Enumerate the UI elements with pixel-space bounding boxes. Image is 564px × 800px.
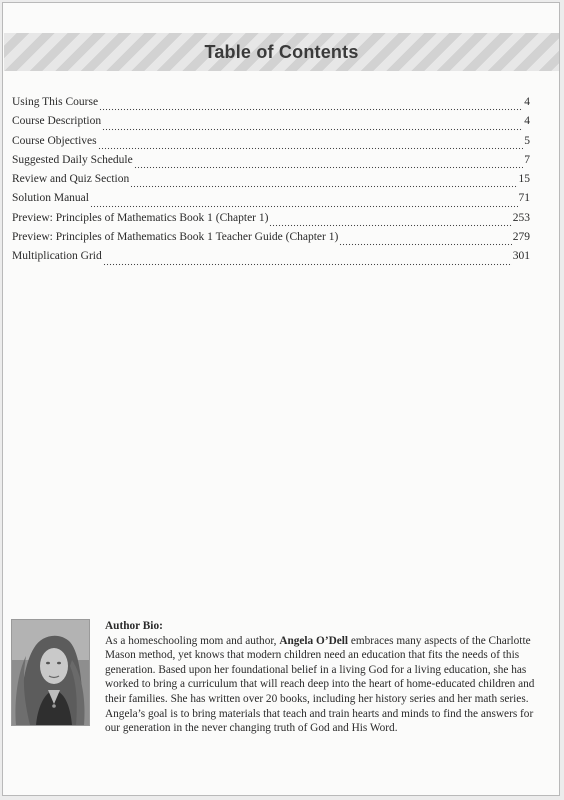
toc-entry: [12, 154, 530, 173]
toc-entry-title: Course Description: [12, 115, 102, 128]
document-page: [2, 2, 560, 796]
toc-entry: [12, 135, 530, 154]
toc-entry-title: Review and Quiz Section: [12, 173, 130, 186]
dot-leader: [90, 205, 518, 208]
dot-leader: [102, 128, 523, 131]
toc-entry-title: Solution Manual: [12, 192, 89, 205]
toc-entry-page: 5: [524, 134, 530, 147]
dot-leader: [103, 263, 512, 266]
dot-leader: [130, 185, 517, 188]
table-of-contents: [12, 96, 530, 270]
toc-entry-page: 279: [512, 231, 530, 244]
toc-entry-title: Preview: Principles of Mathematics Book 1 (Chapter 1): [12, 211, 269, 224]
toc-entry: [12, 173, 530, 192]
page-title: Table of Contents: [204, 42, 359, 62]
author-bio-text-before: As a homeschooling mom and author,: [105, 634, 280, 647]
author-name: Angela O’Dell: [279, 634, 349, 647]
toc-entry-page: 4: [524, 96, 530, 108]
dot-leader: [99, 108, 523, 111]
author-bio-text-after: embraces many aspects of the Charlotte Mason method, yet knows that modern children need an education that fits the needs of this generation. Based upon her foundational belief in a living God for a living education, she has worked to bring a curriculum that will reach deep into the heart of home-educated children and their families. She has written over 20 books, including her history series and her math series. Angela’s goal is to bring materials that teach and train hearts and minds to find the answers for our generation in the never changing truth of God and His Word.: [105, 634, 535, 735]
toc-entry-title: Multiplication Grid: [12, 250, 102, 263]
toc-entry-page: 301: [512, 250, 530, 263]
toc-entry-title: Using This Course: [12, 96, 99, 108]
author-portrait-image: [12, 620, 89, 725]
toc-entry-title: Suggested Daily Schedule: [12, 153, 133, 166]
toc-entry-page: 71: [518, 192, 530, 205]
toc-entry: [12, 250, 530, 269]
author-bio: [105, 619, 551, 736]
toc-entry-page: 15: [518, 173, 530, 186]
toc-entry: [12, 96, 530, 115]
author-bio-section: [11, 619, 556, 769]
dot-leader: [134, 166, 524, 169]
header-band: [4, 33, 559, 71]
toc-entry-title: Preview: Principles of Mathematics Book 1 Teacher Guide (Chapter 1): [12, 231, 339, 244]
toc-entry-page: 253: [512, 211, 530, 224]
dot-leader: [269, 224, 511, 227]
dot-leader: [339, 243, 511, 246]
toc-entry-page: 7: [524, 153, 530, 166]
toc-entry-page: 4: [524, 115, 530, 128]
toc-entry: [12, 212, 530, 231]
toc-entry: [12, 192, 530, 211]
author-bio-heading: Author Bio:: [105, 620, 163, 632]
dot-leader: [98, 147, 524, 150]
toc-entry: [12, 115, 530, 134]
toc-entry: [12, 231, 530, 250]
author-photo: [11, 619, 90, 726]
toc-entry-title: Course Objectives: [12, 134, 97, 147]
